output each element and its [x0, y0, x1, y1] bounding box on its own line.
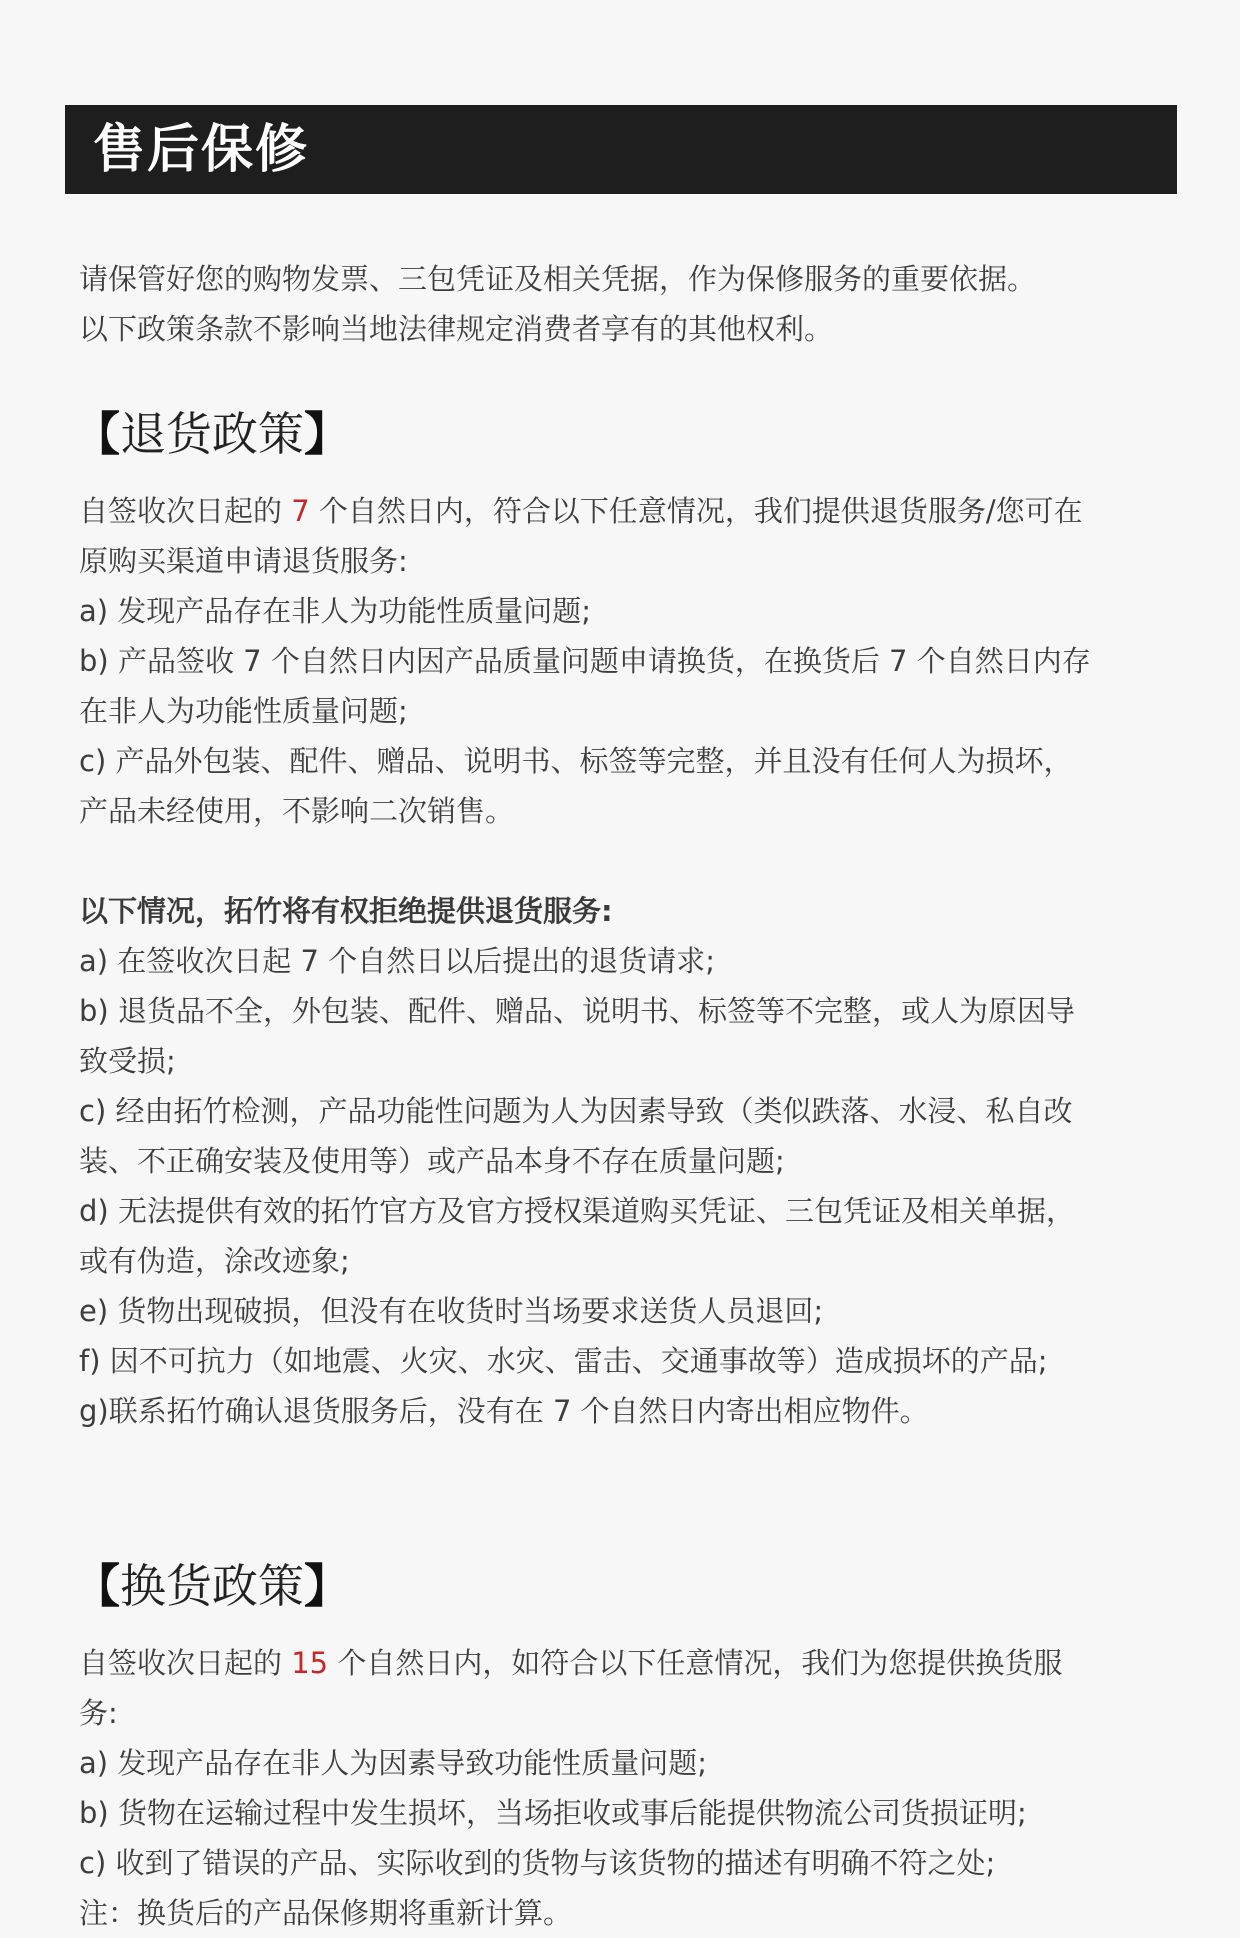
spacer [79, 1616, 1179, 1638]
exchange-item-b: b) 货物在运输过程中发生损坏，当场拒收或事后能提供物流公司货损证明; [79, 1796, 1027, 1830]
bracket-close: 】 [304, 1559, 350, 1613]
exchange-lead-line-1 [79, 1638, 1179, 1688]
refuse-item-b-line-2: 致受损; [79, 1044, 176, 1078]
spacer [79, 464, 1179, 486]
return-item-b-line-1: b) 产品签收 7 个自然日内因产品质量问题申请换货，在换货后 7 个自然日内存 [79, 644, 1091, 678]
return-item-c-line-2: 产品未经使用，不影响二次销售。 [79, 794, 515, 828]
page-title: 售后保修 [93, 119, 310, 180]
refuse-item-d-line-2: 或有伪造，涂改迹象; [79, 1244, 350, 1278]
refuse-item-a: a) 在签收次日起 7 个自然日以后提出的退货请求; [79, 944, 715, 978]
refuse-item-g: g)联系拓竹确认退货服务后，没有在 7 个自然日内寄出相应物件。 [79, 1394, 929, 1428]
exchange-policy-title: 换货政策 [120, 1559, 304, 1613]
exchange-days-highlight: 15 [291, 1646, 329, 1680]
exchange-lead-suffix: 个自然日内，如符合以下任意情况，我们为您提供换货服 [328, 1646, 1063, 1680]
return-lead-line-2: 原购买渠道申请退货服务: [79, 544, 408, 578]
exchange-note: 注：换货后的产品保修期将重新计算。 [79, 1896, 573, 1930]
bracket-open: 【 [74, 1559, 120, 1613]
refuse-item-f: f) 因不可抗力（如地震、火灾、水灾、雷击、交通事故等）造成损坏的产品; [79, 1344, 1048, 1378]
refuse-item-c-line-1: c) 经由拓竹检测，产品功能性问题为人为因素导致（类似跌落、水浸、私自改 [79, 1094, 1073, 1128]
refuse-item-e: e) 货物出现破损，但没有在收货时当场要求送货人员退回; [79, 1294, 824, 1328]
header-bar [65, 105, 1177, 194]
intro-line-1: 请保管好您的购物发票、三包凭证及相关凭据，作为保修服务的重要依据。 [79, 262, 1037, 296]
return-days-highlight: 7 [291, 494, 310, 528]
exchange-lead-prefix: 自签收次日起的 [79, 1646, 292, 1680]
return-policy-title: 退货政策 [120, 407, 304, 461]
refuse-item-c-line-2: 装、不正确安装及使用等）或产品本身不存在质量问题; [79, 1144, 785, 1178]
policy-content [74, 254, 1179, 1938]
return-item-a: a) 发现产品存在非人为功能性质量问题; [79, 594, 592, 628]
spacer [79, 1436, 1179, 1556]
spacer [79, 836, 1179, 886]
refuse-item-d-line-1: d) 无法提供有效的拓竹官方及官方授权渠道购买凭证、三包凭证及相关单据， [79, 1194, 1075, 1228]
refuse-item-b-line-1: b) 退货品不全，外包装、配件、赠品、说明书、标签等不完整，或人为原因导 [79, 994, 1075, 1028]
bracket-open: 【 [74, 407, 120, 461]
return-policy-heading [74, 404, 1179, 464]
exchange-item-a: a) 发现产品存在非人为因素导致功能性质量问题; [79, 1746, 708, 1780]
exchange-policy-heading [74, 1556, 1179, 1616]
return-item-c-line-1: c) 产品外包装、配件、赠品、说明书、标签等完整，并且没有任何人为损坏， [79, 744, 1073, 778]
refuse-title: 以下情况，拓竹将有权拒绝提供退货服务: [79, 894, 613, 928]
bracket-close: 】 [304, 407, 350, 461]
return-lead-suffix: 个自然日内，符合以下任意情况，我们提供退货服务/您可在 [309, 494, 1083, 528]
return-lead-prefix: 自签收次日起的 [79, 494, 292, 528]
intro-line-2: 以下政策条款不影响当地法律规定消费者享有的其他权利。 [79, 312, 834, 346]
exchange-lead-line-2: 务: [79, 1696, 118, 1730]
exchange-item-c: c) 收到了错误的产品、实际收到的货物与该货物的描述有明确不符之处; [79, 1846, 996, 1880]
spacer [79, 354, 1179, 404]
return-lead-line-1 [79, 486, 1179, 536]
return-item-b-line-2: 在非人为功能性质量问题; [79, 694, 408, 728]
